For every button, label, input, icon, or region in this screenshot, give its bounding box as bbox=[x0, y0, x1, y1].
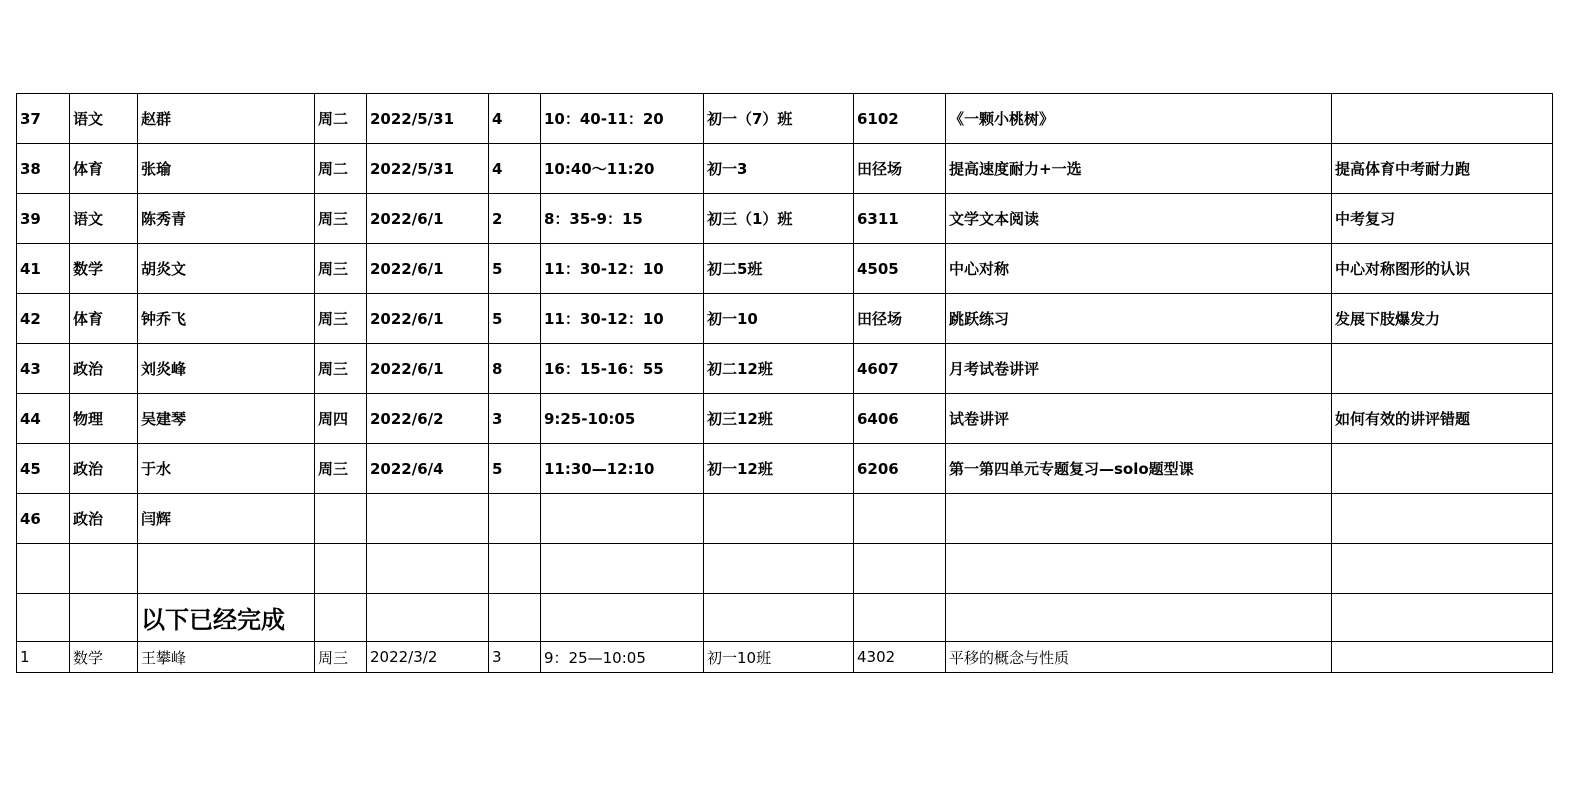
cell-subject[interactable]: 政治 bbox=[70, 494, 138, 544]
cell-note[interactable] bbox=[1332, 594, 1553, 642]
cell-topic[interactable] bbox=[946, 594, 1332, 642]
cell-room[interactable]: 田径场 bbox=[854, 144, 946, 194]
cell-date[interactable]: 2022/6/2 bbox=[367, 394, 489, 444]
cell-room[interactable]: 4607 bbox=[854, 344, 946, 394]
cell-time[interactable]: 8：35-9：15 bbox=[541, 194, 704, 244]
table-body bbox=[17, 94, 1553, 673]
cell-room[interactable] bbox=[854, 494, 946, 544]
cell-time[interactable]: 9:25-10:05 bbox=[541, 394, 704, 444]
cell-date[interactable]: 2022/6/4 bbox=[367, 444, 489, 494]
cell-teacher[interactable]: 吴建琴 bbox=[138, 394, 315, 444]
cell-no[interactable]: 45 bbox=[17, 444, 70, 494]
cell-class[interactable]: 初一12班 bbox=[704, 444, 854, 494]
table-row bbox=[17, 494, 1553, 544]
cell-note[interactable] bbox=[1332, 344, 1553, 394]
cell-no[interactable]: 1 bbox=[17, 642, 70, 673]
cell-period[interactable] bbox=[489, 594, 541, 642]
cell-period[interactable]: 5 bbox=[489, 294, 541, 344]
cell-weekday[interactable]: 周三 bbox=[315, 344, 367, 394]
cell-note[interactable] bbox=[1332, 544, 1553, 594]
cell-subject[interactable]: 语文 bbox=[70, 94, 138, 144]
cell-topic[interactable]: 提高速度耐力+一选 bbox=[946, 144, 1332, 194]
cell-no[interactable]: 37 bbox=[17, 94, 70, 144]
cell-topic[interactable]: 试卷讲评 bbox=[946, 394, 1332, 444]
cell-date[interactable]: 2022/5/31 bbox=[367, 144, 489, 194]
cell-subject[interactable]: 体育 bbox=[70, 144, 138, 194]
cell-no[interactable]: 41 bbox=[17, 244, 70, 294]
table-row bbox=[17, 544, 1553, 594]
cell-teacher[interactable]: 张瑜 bbox=[138, 144, 315, 194]
cell-room[interactable]: 田径场 bbox=[854, 294, 946, 344]
cell-no[interactable]: 42 bbox=[17, 294, 70, 344]
cell-time[interactable]: 9：25—10:05 bbox=[541, 642, 704, 673]
cell-date[interactable] bbox=[367, 494, 489, 544]
cell-subject[interactable]: 政治 bbox=[70, 344, 138, 394]
cell-weekday[interactable] bbox=[315, 494, 367, 544]
cell-teacher[interactable]: 闫辉 bbox=[138, 494, 315, 544]
cell-date[interactable]: 2022/6/1 bbox=[367, 294, 489, 344]
cell-class[interactable] bbox=[704, 544, 854, 594]
cell-subject[interactable] bbox=[70, 544, 138, 594]
cell-teacher[interactable] bbox=[138, 544, 315, 594]
cell-class[interactable]: 初一10班 bbox=[704, 642, 854, 673]
cell-weekday[interactable]: 周三 bbox=[315, 642, 367, 673]
cell-time[interactable] bbox=[541, 544, 704, 594]
cell-time[interactable]: 11：30-12：10 bbox=[541, 294, 704, 344]
cell-room[interactable] bbox=[854, 594, 946, 642]
cell-note[interactable]: 中心对称图形的认识 bbox=[1332, 244, 1553, 294]
cell-weekday[interactable] bbox=[315, 544, 367, 594]
cell-weekday[interactable]: 周二 bbox=[315, 144, 367, 194]
cell-date[interactable] bbox=[367, 594, 489, 642]
cell-weekday[interactable] bbox=[315, 594, 367, 642]
cell-class[interactable]: 初一（7）班 bbox=[704, 94, 854, 144]
cell-teacher[interactable]: 胡炎文 bbox=[138, 244, 315, 294]
cell-subject[interactable]: 体育 bbox=[70, 294, 138, 344]
cell-teacher[interactable]: 王攀峰 bbox=[138, 642, 315, 673]
cell-note[interactable] bbox=[1332, 444, 1553, 494]
table-row bbox=[17, 394, 1553, 444]
cell-period[interactable]: 3 bbox=[489, 642, 541, 673]
cell-note[interactable] bbox=[1332, 94, 1553, 144]
cell-subject[interactable]: 数学 bbox=[70, 244, 138, 294]
cell-weekday[interactable]: 周四 bbox=[315, 394, 367, 444]
cell-class[interactable]: 初三12班 bbox=[704, 394, 854, 444]
cell-date[interactable]: 2022/6/1 bbox=[367, 194, 489, 244]
cell-class[interactable]: 初一3 bbox=[704, 144, 854, 194]
cell-topic[interactable] bbox=[946, 544, 1332, 594]
cell-period[interactable]: 4 bbox=[489, 94, 541, 144]
cell-no[interactable]: 46 bbox=[17, 494, 70, 544]
cell-topic[interactable]: 月考试卷讲评 bbox=[946, 344, 1332, 394]
section-row bbox=[17, 594, 1553, 642]
cell-time[interactable] bbox=[541, 494, 704, 544]
cell-class[interactable] bbox=[704, 494, 854, 544]
cell-room[interactable] bbox=[854, 544, 946, 594]
cell-class[interactable]: 初二5班 bbox=[704, 244, 854, 294]
cell-topic[interactable]: 跳跃练习 bbox=[946, 294, 1332, 344]
cell-topic[interactable]: 平移的概念与性质 bbox=[946, 642, 1332, 673]
cell-date[interactable]: 2022/3/2 bbox=[367, 642, 489, 673]
cell-time[interactable]: 10：40-11：20 bbox=[541, 94, 704, 144]
cell-topic[interactable]: 《一颗小桃树》 bbox=[946, 94, 1332, 144]
table-row bbox=[17, 94, 1553, 144]
table-row bbox=[17, 444, 1553, 494]
cell-note[interactable]: 提高体育中考耐力跑 bbox=[1332, 144, 1553, 194]
cell-room[interactable]: 4302 bbox=[854, 642, 946, 673]
cell-teacher[interactable]: 于水 bbox=[138, 444, 315, 494]
cell-teacher[interactable]: 钟乔飞 bbox=[138, 294, 315, 344]
cell-class[interactable] bbox=[704, 594, 854, 642]
cell-note[interactable]: 中考复习 bbox=[1332, 194, 1553, 244]
cell-topic[interactable] bbox=[946, 494, 1332, 544]
cell-time[interactable]: 11:30—12:10 bbox=[541, 444, 704, 494]
cell-time[interactable]: 10:40～11:20 bbox=[541, 144, 704, 194]
cell-class[interactable]: 初二12班 bbox=[704, 344, 854, 394]
cell-no[interactable]: 39 bbox=[17, 194, 70, 244]
cell-period[interactable]: 5 bbox=[489, 244, 541, 294]
table-row bbox=[17, 144, 1553, 194]
cell-room[interactable]: 6102 bbox=[854, 94, 946, 144]
cell-period[interactable]: 4 bbox=[489, 144, 541, 194]
cell-topic[interactable]: 文学文本阅读 bbox=[946, 194, 1332, 244]
table-row bbox=[17, 294, 1553, 344]
table-row bbox=[17, 194, 1553, 244]
cell-class[interactable]: 初一10 bbox=[704, 294, 854, 344]
cell-no[interactable]: 38 bbox=[17, 144, 70, 194]
cell-period[interactable]: 3 bbox=[489, 394, 541, 444]
cell-subject[interactable] bbox=[70, 594, 138, 642]
cell-note[interactable]: 如何有效的讲评错题 bbox=[1332, 394, 1553, 444]
schedule-table bbox=[16, 93, 1553, 673]
cell-time[interactable]: 11：30-12：10 bbox=[541, 244, 704, 294]
cell-period[interactable] bbox=[489, 494, 541, 544]
cell-subject[interactable]: 物理 bbox=[70, 394, 138, 444]
table-row bbox=[17, 244, 1553, 294]
cell-topic[interactable]: 中心对称 bbox=[946, 244, 1332, 294]
cell-room[interactable]: 4505 bbox=[854, 244, 946, 294]
cell-no[interactable] bbox=[17, 544, 70, 594]
table-row bbox=[17, 344, 1553, 394]
cell-date[interactable]: 2022/6/1 bbox=[367, 244, 489, 294]
cell-room[interactable]: 6406 bbox=[854, 394, 946, 444]
cell-no[interactable]: 43 bbox=[17, 344, 70, 394]
cell-weekday[interactable]: 周三 bbox=[315, 194, 367, 244]
completed-row bbox=[17, 642, 1553, 673]
cell-period[interactable] bbox=[489, 544, 541, 594]
cell-teacher[interactable]: 刘炎峰 bbox=[138, 344, 315, 394]
cell-no[interactable] bbox=[17, 594, 70, 642]
cell-subject[interactable]: 政治 bbox=[70, 444, 138, 494]
cell-note[interactable] bbox=[1332, 642, 1553, 673]
cell-subject[interactable]: 数学 bbox=[70, 642, 138, 673]
cell-note[interactable] bbox=[1332, 494, 1553, 544]
cell-room[interactable]: 6311 bbox=[854, 194, 946, 244]
cell-date[interactable]: 2022/5/31 bbox=[367, 94, 489, 144]
section-label[interactable]: 以下已经完成 bbox=[138, 594, 315, 642]
cell-time[interactable] bbox=[541, 594, 704, 642]
cell-period[interactable]: 8 bbox=[489, 344, 541, 394]
cell-date[interactable]: 2022/6/1 bbox=[367, 344, 489, 394]
cell-weekday[interactable]: 周三 bbox=[315, 244, 367, 294]
cell-time[interactable]: 16：15-16：55 bbox=[541, 344, 704, 394]
cell-room[interactable]: 6206 bbox=[854, 444, 946, 494]
cell-weekday[interactable]: 周三 bbox=[315, 444, 367, 494]
cell-teacher[interactable]: 赵群 bbox=[138, 94, 315, 144]
cell-weekday[interactable]: 周二 bbox=[315, 94, 367, 144]
cell-class[interactable]: 初三（1）班 bbox=[704, 194, 854, 244]
cell-note[interactable]: 发展下肢爆发力 bbox=[1332, 294, 1553, 344]
cell-subject[interactable]: 语文 bbox=[70, 194, 138, 244]
cell-topic[interactable]: 第一第四单元专题复习—solo题型课 bbox=[946, 444, 1332, 494]
cell-date[interactable] bbox=[367, 544, 489, 594]
cell-period[interactable]: 2 bbox=[489, 194, 541, 244]
cell-no[interactable]: 44 bbox=[17, 394, 70, 444]
cell-weekday[interactable]: 周三 bbox=[315, 294, 367, 344]
cell-teacher[interactable]: 陈秀青 bbox=[138, 194, 315, 244]
cell-period[interactable]: 5 bbox=[489, 444, 541, 494]
